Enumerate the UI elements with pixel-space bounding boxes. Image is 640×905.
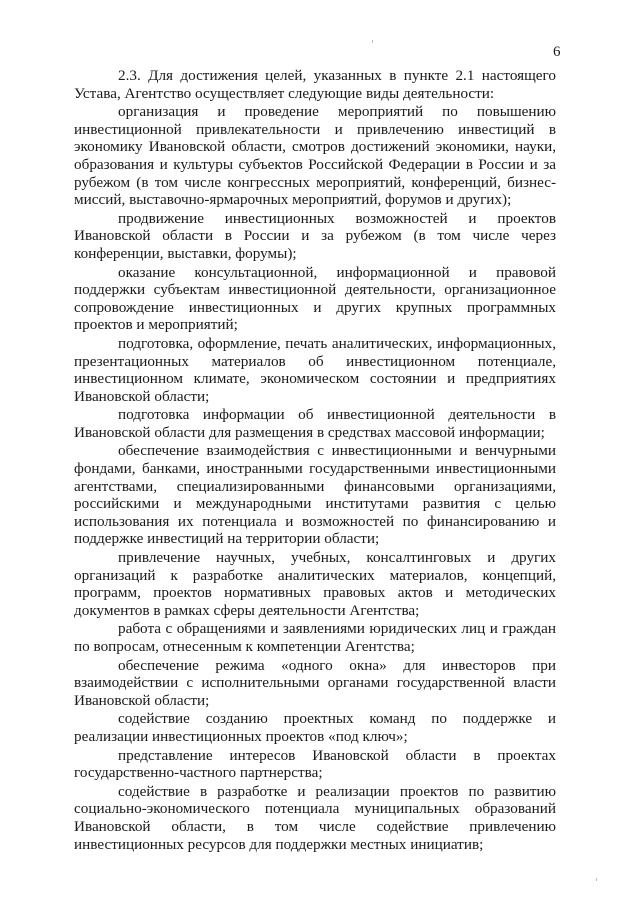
document-body: [74, 67, 556, 853]
paragraph-events: организация и проведение мероприятий по повышению инвестиционной привлекательности и привлечению инвестиций в экономику Ивановской области, смотров достижений экономики, науки, образования и культуры субъектов Российской Федерации в России и за рубежом (в том числе конгрессных мероприятий, конференций, бизнес-миссий, выставочно-ярмарочных мероприятий, форумов и других);: [74, 103, 556, 209]
paragraph-attraction: привлечение научных, учебных, консалтинговых и других организаций к разработке аналитических материалов, концепций, программ, проектов нормативных правовых актов и методических документов в рамках сферы деятельности Агентства;: [74, 549, 556, 619]
paragraph-promotion: продвижение инвестиционных возможностей и проектов Ивановской области в России и за рубежом (в том числе через конференции, выставки, форумы);: [74, 209, 556, 262]
paragraph-materials: подготовка, оформление, печать аналитических, информационных, презентационных материалов об инвестиционном потенциале, инвестиционном климате, экономическом состоянии и предприятиях Ивановской области;: [74, 334, 556, 405]
scan-artifact: [596, 878, 597, 881]
paragraph-one-window: обеспечение режима «одного окна» для инвесторов при взаимодействии с исполнительными органами государственной власти Ивановской области;: [74, 656, 556, 709]
paragraph-appeals: работа с обращениями и заявлениями юридических лиц и граждан по вопросам, отнесенным к компетенции Агентства;: [74, 620, 556, 655]
paragraph-ppp: представление интересов Ивановской области в проектах государственно-частного партнерства;: [74, 746, 556, 782]
paragraph-2-3-intro: 2.3. Для достижения целей, указанных в пункте 2.1 настоящего Устава, Агентство осуществляет следующие виды деятельности:: [74, 67, 556, 102]
scan-artifact: [372, 40, 373, 43]
paragraph-media-info: подготовка информации об инвестиционной деятельности в Ивановской области для размещения в средствах массовой информации;: [74, 406, 556, 441]
page-number: 6: [553, 44, 561, 60]
paragraph-project-teams: содействие созданию проектных команд по поддержке и реализации инвестиционных проектов «под ключ»;: [74, 710, 556, 745]
paragraph-cooperation: обеспечение взаимодействия с инвестиционными и венчурными фондами, банками, иностранными государственными инвестиционными агентствами, специализированными финансовыми организациями, российскими и международными институтами развития с целью использования их потенциала и возможностей по финансированию и поддержке инвестиций на территории области;: [74, 442, 556, 548]
paragraph-consulting: оказание консультационной, информационной и правовой поддержки субъектам инвестиционной деятельности, организационное сопровождение инвестиционных и других крупных программных проектов и мероприятий;: [74, 263, 556, 334]
paragraph-municipal: содействие в разработке и реализации проектов по развитию социально-экономического потенциала муниципальных образований Ивановской области, в том числе содействие привлечению инвестиционных ресурсов для поддержки местных инициатив;: [74, 782, 556, 853]
